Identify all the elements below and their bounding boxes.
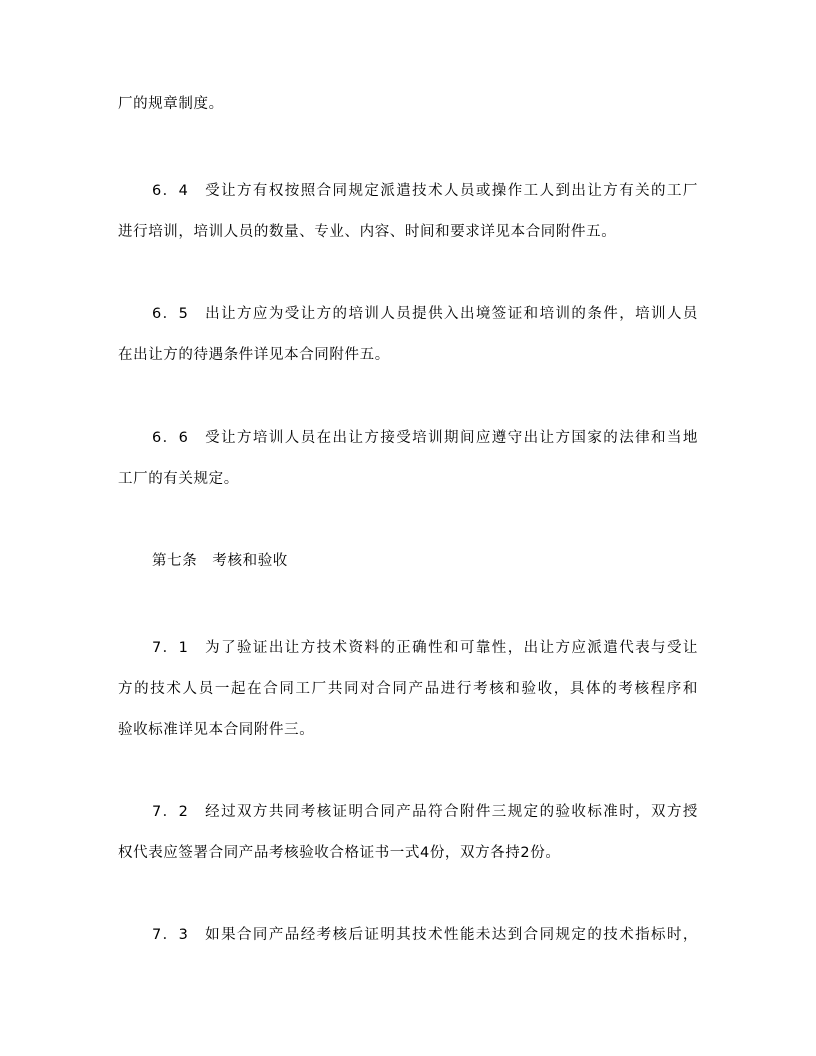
clause-6-4-line-2: 进行培训，培训人员的数量、专业、内容、时间和要求详见本合同附件五。 [118,224,617,240]
clause-6-4-line-1: 6．4 受让方有权按照合同规定派遣技术人员或操作工人到出让方有关的工厂 [152,183,698,199]
clause-6-5-line-2: 在出让方的待遇条件详见本合同附件五。 [118,347,390,363]
clause-7-1-line-3: 验收标准详见本合同附件三。 [118,722,315,738]
article-7-heading: 第七条 考核和验收 [152,553,288,569]
clause-7-1-line-1: 7．1 为了验证出让方技术资料的正确性和可靠性，出让方应派遣代表与受让 [152,640,698,656]
clause-7-3-line-1: 7．3 如果合同产品经考核后证明其技术性能未达到合同规定的技术指标时， [152,927,698,943]
clause-6-5-line-1: 6．5 出让方应为受让方的培训人员提供入出境签证和培训的条件，培训人员 [152,306,698,322]
clause-7-1-line-2: 方的技术人员一起在合同工厂共同对合同产品进行考核和验收，具体的考核程序和 [118,681,698,697]
paragraph-line: 厂的规章制度。 [118,96,224,112]
clause-6-6-line-1: 6．6 受让方培训人员在出让方接受培训期间应遵守出让方国家的法律和当地 [152,430,698,446]
clause-6-6-line-2: 工厂的有关规定。 [118,471,239,487]
clause-7-2-line-2: 权代表应签署合同产品考核验收合格证书一式4份，双方各持2份。 [118,845,561,861]
clause-7-2-line-1: 7．2 经过双方共同考核证明合同产品符合附件三规定的验收标准时，双方授 [152,804,698,820]
